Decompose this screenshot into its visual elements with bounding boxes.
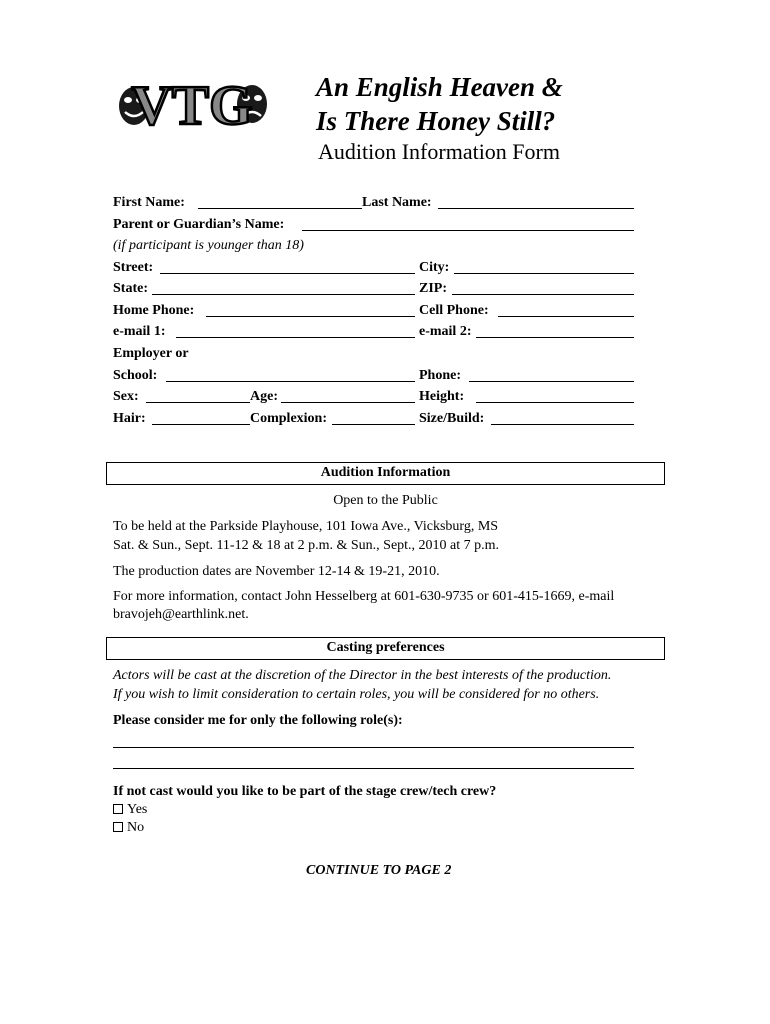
- title-line-1: An English Heaven &: [316, 72, 563, 102]
- yes-checkbox[interactable]: [113, 804, 123, 814]
- roles-prompt: Please consider me for only the following role(s):: [113, 713, 403, 728]
- email2-field[interactable]: [476, 337, 634, 338]
- home-phone-label: Home Phone:: [113, 303, 195, 318]
- crew-question: If not cast would you like to be part of the stage crew/tech crew?: [113, 784, 497, 799]
- casting-note-line-1: Actors will be cast at the discretion of the Director in the best interests of the production.: [113, 668, 612, 683]
- title-line-2: Is There Honey Still?: [316, 106, 556, 136]
- zip-label: ZIP:: [419, 281, 447, 296]
- cell-phone-field[interactable]: [498, 316, 634, 317]
- first-name-label: First Name:: [113, 195, 185, 210]
- complexion-field[interactable]: [332, 424, 415, 425]
- size-build-label: Size/Build:: [419, 411, 485, 426]
- no-label: No: [127, 820, 145, 835]
- last-name-field[interactable]: [438, 208, 634, 209]
- location-line-2: Sat. & Sun., Sept. 11-12 & 18 at 2 p.m. & Sun., Sept., 2010 at 7 p.m.: [113, 538, 500, 553]
- contact-line-2: bravojeh@earthlink.net.: [113, 607, 249, 622]
- height-label: Height:: [419, 389, 465, 404]
- contact-line-1: For more information, contact John Hesselberg at 601-630-9735 or 601-415-1669, e-mail: [113, 589, 615, 604]
- logo-letters: VTG: [131, 75, 253, 137]
- guardian-field[interactable]: [302, 230, 634, 231]
- age-label: Age:: [250, 389, 278, 404]
- city-label: City:: [419, 260, 450, 275]
- state-field[interactable]: [152, 294, 415, 295]
- state-label: State:: [113, 281, 148, 296]
- role-line-2[interactable]: [113, 768, 634, 769]
- school-field[interactable]: [166, 381, 415, 382]
- option-no[interactable]: [113, 819, 144, 837]
- option-yes[interactable]: [113, 801, 147, 819]
- zip-field[interactable]: [452, 294, 634, 295]
- guardian-label: Parent or Guardian’s Name:: [113, 217, 285, 232]
- audition-info-heading: Audition Information: [106, 462, 665, 485]
- casting-preferences-heading: Casting preferences: [106, 637, 665, 660]
- age-field[interactable]: [281, 402, 415, 403]
- email2-label: e-mail 2:: [419, 324, 472, 339]
- no-checkbox[interactable]: [113, 822, 123, 832]
- continue-to-page-2: CONTINUE TO PAGE 2: [306, 863, 452, 878]
- height-field[interactable]: [476, 402, 634, 403]
- first-name-field[interactable]: [198, 208, 362, 209]
- sex-field[interactable]: [146, 402, 250, 403]
- employer-label: Employer or: [113, 346, 189, 361]
- guardian-note: (if participant is younger than 18): [113, 238, 304, 253]
- phone-label: Phone:: [419, 368, 461, 383]
- location-line-1: To be held at the Parkside Playhouse, 101 Iowa Ave., Vicksburg, MS: [113, 519, 499, 534]
- comedy-tragedy-masks-icon: [112, 66, 272, 140]
- size-build-field[interactable]: [491, 424, 634, 425]
- role-line-1[interactable]: [113, 747, 634, 748]
- email1-label: e-mail 1:: [113, 324, 166, 339]
- school-label: School:: [113, 368, 158, 383]
- form-subtitle: Audition Information Form: [318, 139, 560, 164]
- theater-logo: [112, 66, 272, 140]
- email1-field[interactable]: [176, 337, 415, 338]
- production-dates: The production dates are November 12-14 & 19-21, 2010.: [113, 564, 440, 579]
- cell-phone-label: Cell Phone:: [419, 303, 489, 318]
- casting-note-line-2: If you wish to limit consideration to certain roles, you will be considered for no others.: [113, 687, 600, 702]
- hair-label: Hair:: [113, 411, 146, 426]
- city-field[interactable]: [454, 273, 634, 274]
- last-name-label: Last Name:: [362, 195, 432, 210]
- complexion-label: Complexion:: [250, 411, 327, 426]
- sex-label: Sex:: [113, 389, 139, 404]
- street-label: Street:: [113, 260, 154, 275]
- hair-field[interactable]: [152, 424, 250, 425]
- phone-field[interactable]: [469, 381, 634, 382]
- open-to-public: Open to the Public: [333, 493, 438, 508]
- street-field[interactable]: [160, 273, 415, 274]
- yes-label: Yes: [127, 802, 148, 817]
- home-phone-field[interactable]: [206, 316, 415, 317]
